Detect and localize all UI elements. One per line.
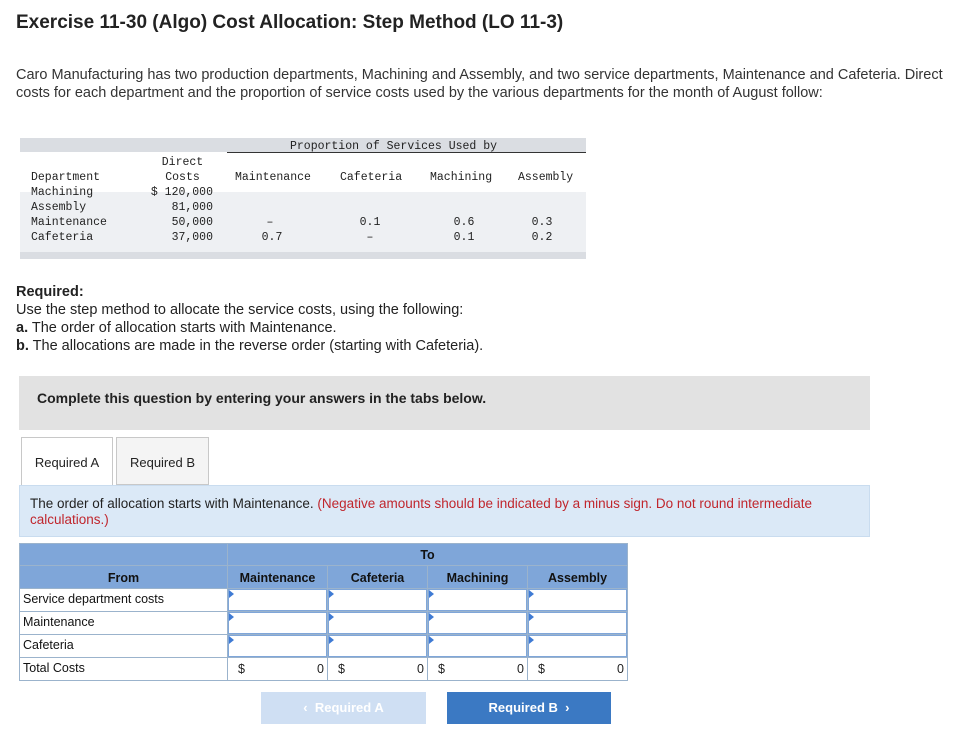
total-value: 0: [617, 662, 624, 676]
amount-input-field[interactable]: [228, 635, 327, 657]
amount-input-field[interactable]: [328, 612, 427, 634]
amount-input[interactable]: [527, 588, 628, 612]
input-marker-icon: [229, 636, 234, 644]
amount-input[interactable]: [427, 588, 528, 612]
cost-cell: 50,000: [171, 216, 213, 229]
next-required-b-button[interactable]: [447, 692, 611, 724]
department-header: Department: [31, 171, 101, 184]
total-value: 0: [517, 662, 524, 676]
total-value: 0: [317, 662, 324, 676]
to-header: To: [227, 543, 628, 566]
amount-input-field[interactable]: [428, 589, 527, 611]
table-bottom-band: [20, 252, 586, 259]
total-cell: [427, 657, 528, 681]
data-table: [20, 138, 586, 260]
required-line: Use the step method to allocate the service costs, using the following:: [16, 302, 464, 318]
row-label-cafeteria: Cafeteria: [19, 634, 228, 658]
dollar-sign: $: [238, 662, 245, 676]
amount-input-field[interactable]: [528, 589, 627, 611]
dollar-sign: $: [438, 662, 445, 676]
amount-input-field[interactable]: [528, 612, 627, 634]
maintenance-header: Maintenance: [235, 171, 311, 184]
machining-header: Machining: [430, 171, 493, 184]
amount-input[interactable]: [227, 588, 328, 612]
problem-intro: Caro Manufacturing has two production departments, Machining and Assembly, and two service departments, Maintenance and Cafeteria. Direct costs for each department and the proportion of service costs used by the various departments for the month of August follow:: [16, 67, 943, 101]
amount-input-field[interactable]: [328, 635, 427, 657]
amount-input[interactable]: [427, 611, 528, 635]
col-maintenance: Maintenance: [227, 565, 328, 589]
col-machining: Machining: [427, 565, 528, 589]
row-label-service-costs: Service department costs: [19, 588, 228, 612]
amount-input-field[interactable]: [228, 612, 327, 634]
total-cell: [227, 657, 328, 681]
item-a-text: The order of allocation starts with Maintenance.: [31, 320, 337, 336]
instruction-note: (Negative amounts should be indicated by a minus sign. Do not round intermediate calculations.): [30, 496, 812, 527]
input-marker-icon: [229, 590, 234, 598]
cost-cell: 37,000: [171, 231, 213, 244]
col-assembly: Assembly: [527, 565, 628, 589]
input-marker-icon: [329, 590, 334, 598]
amount-input-field[interactable]: [428, 635, 527, 657]
amount-input[interactable]: [527, 611, 628, 635]
dept-cell: Maintenance: [31, 216, 107, 229]
exercise-title: Exercise 11-30 (Algo) Cost Allocation: Step Method (LO 11-3): [16, 12, 564, 33]
input-marker-icon: [429, 590, 434, 598]
tab-required-b[interactable]: Required B: [116, 437, 209, 485]
cost-cell: 81,000: [171, 201, 213, 214]
row-label-maintenance: Maintenance: [19, 611, 228, 635]
input-marker-icon: [529, 636, 534, 644]
input-marker-icon: [229, 613, 234, 621]
item-b-text: The allocations are made in the reverse order (starting with Cafeteria).: [32, 338, 484, 354]
blank-header-cell: [19, 543, 228, 566]
total-cell: [527, 657, 628, 681]
instruction-banner: Complete this question by entering your answers in the tabs below.: [19, 376, 870, 430]
dept-cell: Cafeteria: [31, 231, 94, 244]
total-value: 0: [417, 662, 424, 676]
amount-input-field[interactable]: [528, 635, 627, 657]
item-b-label: b.: [16, 338, 29, 354]
input-marker-icon: [529, 590, 534, 598]
mach-cell: 0.6: [453, 216, 475, 229]
cost-cell: $ 120,000: [150, 186, 213, 199]
direct-header-line1: Direct: [161, 156, 204, 169]
amount-input[interactable]: [527, 634, 628, 658]
caf-cell: –: [366, 231, 374, 244]
input-marker-icon: [329, 613, 334, 621]
asm-cell: 0.2: [531, 231, 553, 244]
proportion-header: Proportion of Services Used by: [290, 140, 498, 153]
required-heading: Required:: [16, 284, 84, 300]
instruction-main: The order of allocation starts with Maintenance.: [30, 496, 314, 511]
amount-input[interactable]: [227, 611, 328, 635]
amount-input[interactable]: [327, 588, 428, 612]
maint-cell: 0.7: [261, 231, 283, 244]
allocation-table: [19, 543, 628, 683]
col-cafeteria: Cafeteria: [327, 565, 428, 589]
amount-input[interactable]: [327, 634, 428, 658]
input-marker-icon: [429, 613, 434, 621]
row-label-total: Total Costs: [19, 657, 228, 681]
input-marker-icon: [329, 636, 334, 644]
total-cell: [327, 657, 428, 681]
required-section: [16, 283, 483, 355]
dollar-sign: $: [538, 662, 545, 676]
assembly-header: Assembly: [518, 171, 574, 184]
asm-cell: 0.3: [531, 216, 553, 229]
direct-header-line2: Costs: [165, 171, 200, 184]
from-header: From: [19, 565, 228, 589]
mach-cell: 0.1: [453, 231, 475, 244]
tab-required-a[interactable]: Required A: [21, 437, 113, 485]
cafeteria-header: Cafeteria: [340, 171, 403, 184]
amount-input[interactable]: [427, 634, 528, 658]
input-marker-icon: [529, 613, 534, 621]
prev-required-a-button[interactable]: [261, 692, 426, 724]
next-button-label: Required B: [488, 700, 558, 715]
caf-cell: 0.1: [359, 216, 381, 229]
chevron-left-icon: ‹: [303, 700, 315, 715]
chevron-right-icon: ›: [557, 700, 570, 715]
maint-cell: –: [266, 216, 274, 229]
input-marker-icon: [429, 636, 434, 644]
dollar-sign: $: [338, 662, 345, 676]
amount-input-field[interactable]: [328, 589, 427, 611]
amount-input-field[interactable]: [428, 612, 527, 634]
dept-cell: Machining: [31, 186, 94, 199]
dept-cell: Assembly: [31, 201, 87, 214]
amount-input[interactable]: [327, 611, 428, 635]
tab-instruction: [19, 485, 870, 537]
amount-input[interactable]: [227, 634, 328, 658]
item-a-label: a.: [16, 320, 29, 336]
amount-input-field[interactable]: [228, 589, 327, 611]
prev-button-label: Required A: [314, 700, 384, 715]
